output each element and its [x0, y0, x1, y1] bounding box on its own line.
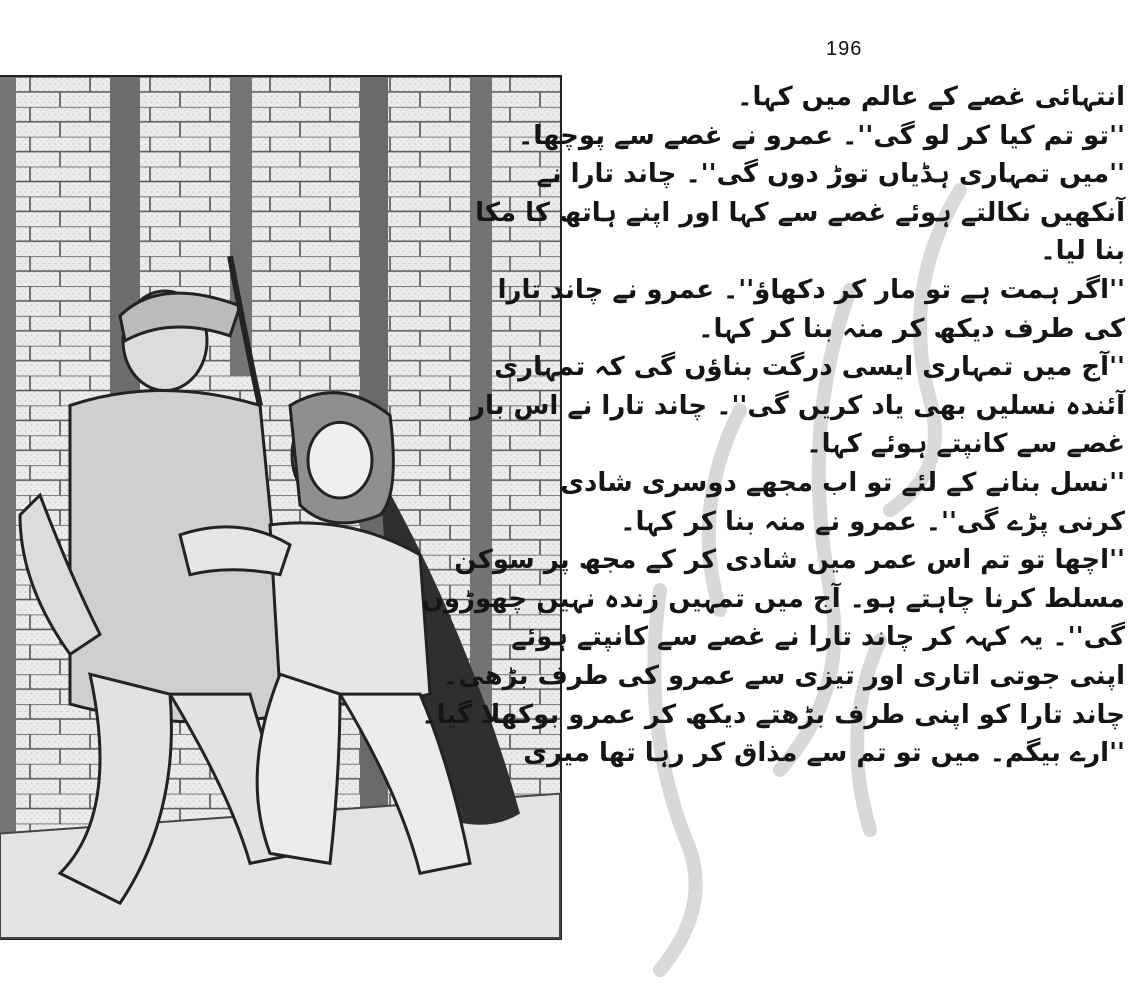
text-line: ''تو تم کیا کر لو گی''۔ عمرو نے غصے سے پوچھا۔: [518, 120, 1125, 151]
text-line: ''آج میں تمہاری ایسی درگت بناؤں گی کہ تمہاری: [494, 352, 1125, 383]
text-line: غصے سے کانپتے ہوئے کہا۔: [806, 429, 1125, 460]
text-line: آئندہ نسلیں بھی یاد کریں گی''۔ چاند تارا نے اس بار: [469, 390, 1125, 421]
text-line: انتہائی غصے کے عالم میں کہا۔: [737, 82, 1125, 112]
text-line: ''نسل بنانے کے لئے تو اب مجھے دوسری شادی: [560, 467, 1125, 498]
text-line: چاند تارا کو اپنی طرف بڑھتے دیکھ کر عمرو بوکھلا گیا۔: [421, 699, 1125, 730]
text-line: اپنی جوتی اتاری اور تیزی سے عمرو کی طرف بڑھی۔: [443, 660, 1125, 691]
text-line: ''اگر ہمت ہے تو مار کر دکھاؤ''۔ عمرو نے چاند تارا: [497, 274, 1125, 305]
text-line: گی''۔ یہ کہہ کر چاند تارا نے غصے سے کانپتے ہوئے: [511, 622, 1125, 653]
text-line: کی طرف دیکھ کر منہ بنا کر کہا۔: [698, 313, 1125, 344]
text-line: آنکھیں نکالتے ہوئے غصے سے کہا اور اپنے ہاتھ کا مکا: [475, 197, 1125, 228]
text-line: کرنی پڑے گی''۔ عمرو نے منہ بنا کر کہا۔: [620, 506, 1125, 537]
text-line: مسلط کرنا چاہتے ہو۔ آج میں تمہیں زندہ نہیں چھوڑوں: [421, 583, 1125, 614]
text-line: ''اچھا تو تم اس عمر میں شادی کر کے مجھ پر سوکن: [454, 545, 1125, 576]
text-line: ''میں تمہاری ہڈیاں توڑ دوں گی''۔ چاند تارا نے: [536, 159, 1125, 190]
page-number: 196: [826, 38, 863, 60]
text-line: بنا لیا۔: [1040, 236, 1125, 267]
text-line: ''ارے بیگم۔ میں تو تم سے مذاق کر رہا تھا میری: [523, 738, 1125, 769]
story-text: [421, 78, 1125, 938]
